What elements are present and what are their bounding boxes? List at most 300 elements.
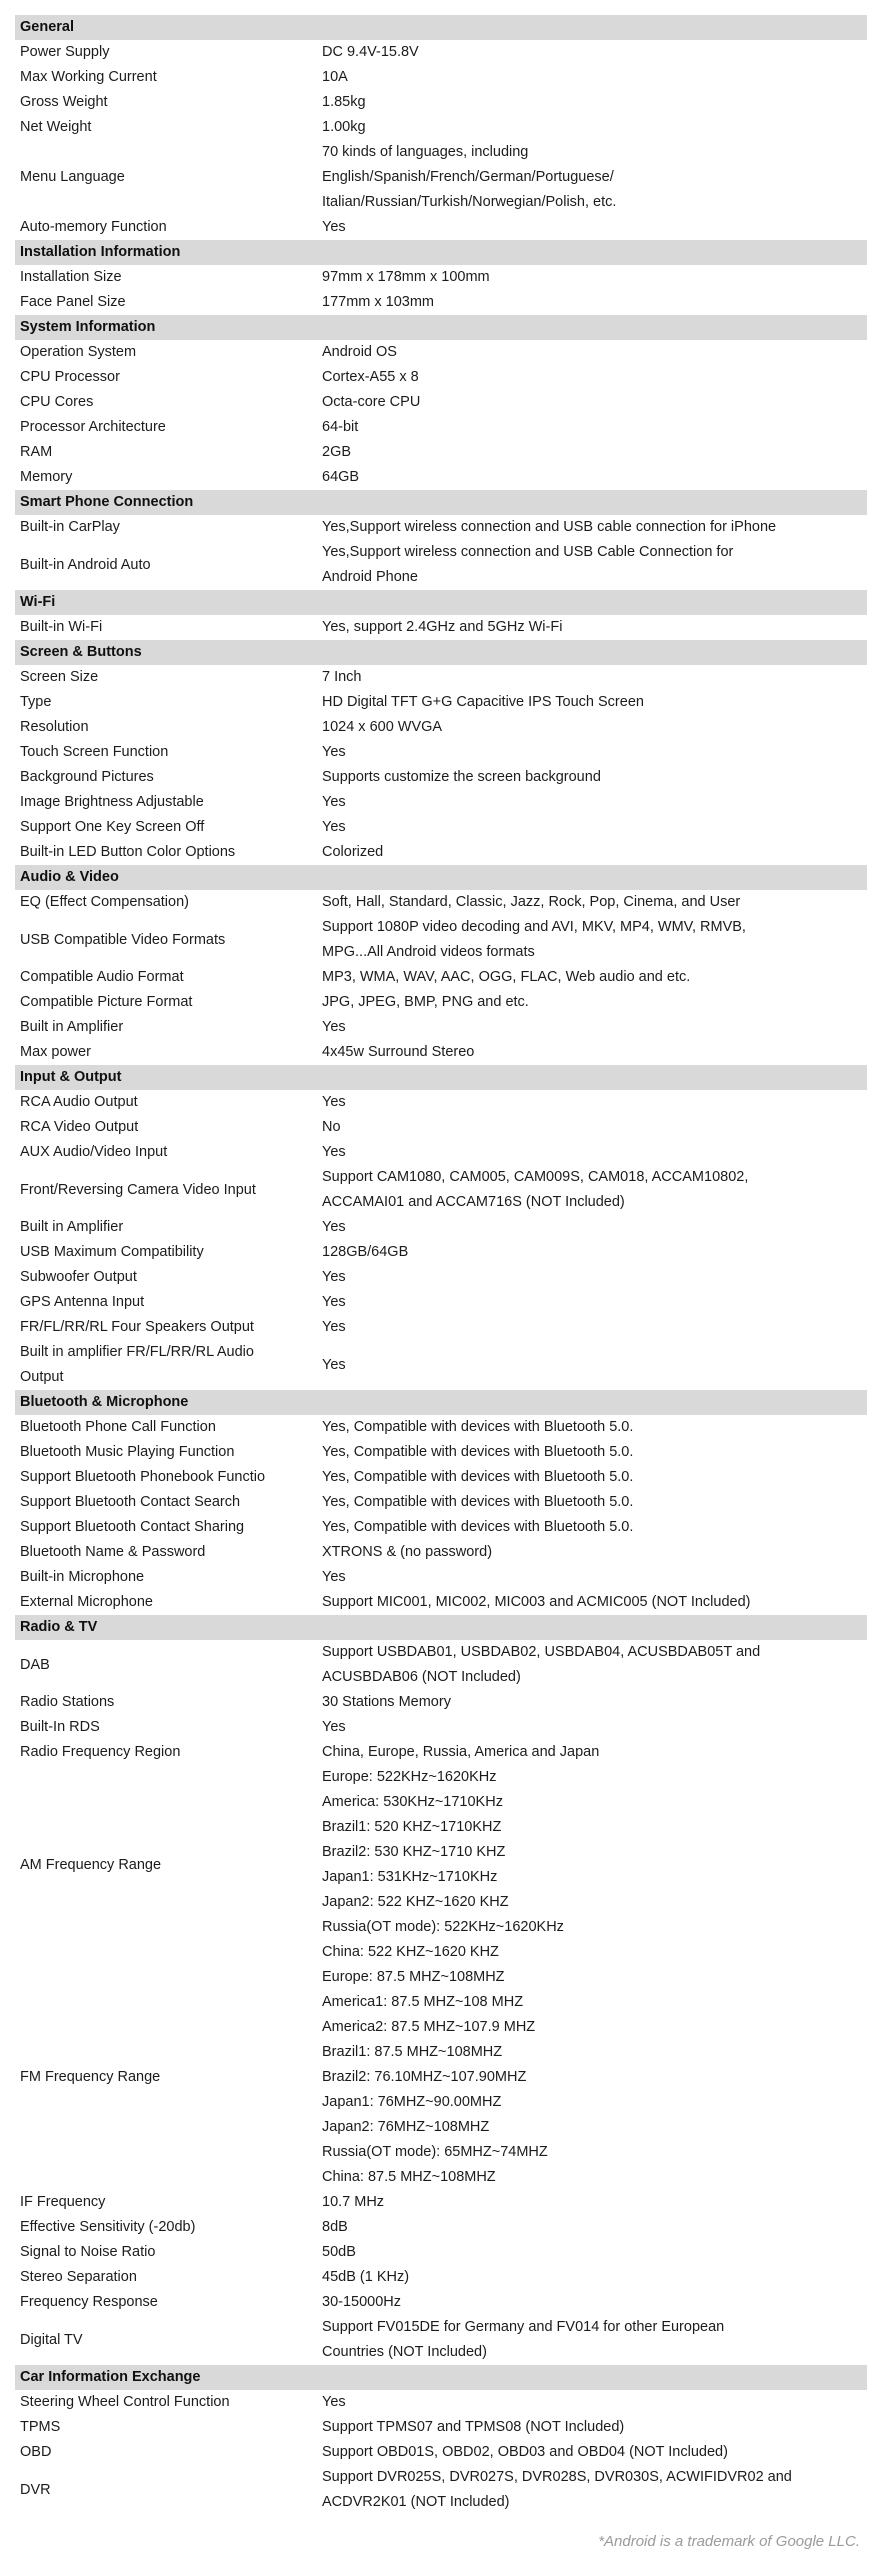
spec-value-line: Japan1: 76MHZ~90.00MHZ [322, 2094, 502, 2110]
spec-label [20, 965, 322, 990]
spec-value-line: China, Europe, Russia, America and Japan [322, 1744, 600, 1760]
spec-label-line: Bluetooth Phone Call Function [20, 1419, 216, 1435]
spec-value-line: Android Phone [322, 569, 418, 585]
spec-label [20, 140, 322, 215]
spec-label-line: Installation Size [20, 269, 122, 285]
spec-value-line: Yes [322, 1356, 346, 1373]
spec-label-line: Built-In RDS [20, 1719, 100, 1735]
spec-label-line: IF Frequency [20, 2194, 106, 2210]
spec-label [20, 765, 322, 790]
spec-value [322, 2240, 874, 2265]
spec-row [20, 465, 874, 490]
spec-value-line: 1.85kg [322, 94, 366, 110]
spec-value [322, 615, 874, 640]
spec-row [20, 2415, 874, 2440]
spec-value-line: Supports customize the screen background [322, 769, 601, 785]
spec-value-line: Yes,Support wireless connection and USB cable connection for iPhone [322, 519, 777, 535]
spec-label [20, 415, 322, 440]
spec-row [20, 1515, 874, 1540]
spec-row [20, 715, 874, 740]
spec-label-line: FM Frequency Range [20, 2069, 161, 2085]
spec-value [322, 440, 874, 465]
spec-value-line: 30 Stations Memory [322, 1694, 451, 1710]
spec-label-line: Digital TV [20, 2331, 83, 2348]
spec-label-line: Compatible Audio Format [20, 969, 184, 985]
spec-value-line: Support TPMS07 and TPMS08 (NOT Included) [322, 2419, 625, 2435]
spec-label [20, 1765, 322, 1965]
spec-value [322, 2390, 874, 2415]
spec-value [322, 965, 874, 990]
spec-label-line: AM Frequency Range [20, 1856, 162, 1873]
spec-value [322, 765, 874, 790]
spec-row [20, 140, 874, 215]
spec-label [20, 515, 322, 540]
section-header: Input & Output [15, 1065, 867, 1090]
spec-value-line: 2GB [322, 444, 352, 460]
spec-row [20, 390, 874, 415]
trademark-note: *Android is a trademark of Google LLC. [598, 2533, 860, 2550]
spec-value [322, 2215, 874, 2240]
spec-row [20, 1690, 874, 1715]
spec-value-line: Yes, Compatible with devices with Bluetooth 5.0. [322, 1469, 634, 1485]
spec-row [20, 1590, 874, 1615]
spec-label-line: Radio Stations [20, 1694, 115, 1710]
spec-value-line: 97mm x 178mm x 100mm [322, 269, 490, 285]
spec-label-line: Output [20, 1369, 64, 1385]
spec-value-line: Yes [322, 1144, 346, 1160]
spec-row [20, 1440, 874, 1465]
spec-label [20, 2215, 322, 2240]
spec-label-line: DAB [20, 1656, 50, 1673]
spec-label-line: Built-in Android Auto [20, 556, 151, 573]
spec-row [20, 1540, 874, 1565]
spec-label [20, 1640, 322, 1690]
spec-label-line: TPMS [20, 2419, 61, 2435]
spec-label-line: Type [20, 694, 52, 710]
spec-value [322, 1215, 874, 1240]
spec-value [322, 2315, 874, 2365]
spec-value [322, 540, 874, 590]
spec-label-line: Support Bluetooth Contact Search [20, 1494, 241, 1510]
spec-label-line: Built-in CarPlay [20, 519, 120, 535]
spec-value [322, 1690, 874, 1715]
section-header: System Information [15, 315, 867, 340]
spec-value [322, 1440, 874, 1465]
spec-value-line: Yes [322, 1269, 346, 1285]
spec-row [20, 1340, 874, 1390]
spec-value-line: HD Digital TFT G+G Capacitive IPS Touch Screen [322, 694, 644, 710]
spec-value-line: 50dB [322, 2244, 356, 2260]
spec-row [20, 265, 874, 290]
spec-value-line: Yes [322, 1319, 346, 1335]
spec-label [20, 615, 322, 640]
spec-label [20, 440, 322, 465]
spec-row [20, 1265, 874, 1290]
spec-label [20, 1740, 322, 1765]
spec-value [322, 1115, 874, 1140]
spec-value-line: Yes,Support wireless connection and USB Cable Connection for [322, 544, 734, 560]
spec-value [322, 990, 874, 1015]
spec-row [20, 890, 874, 915]
spec-value [322, 1015, 874, 1040]
spec-value-line: Support FV015DE for Germany and FV014 for other European [322, 2319, 725, 2335]
spec-value-line: Japan2: 76MHZ~108MHZ [322, 2119, 490, 2135]
spec-label-line: DVR [20, 2481, 51, 2498]
spec-value [322, 1240, 874, 1265]
spec-value [322, 90, 874, 115]
section-header: Screen & Buttons [15, 640, 867, 665]
spec-label [20, 65, 322, 90]
section-header: Wi-Fi [15, 590, 867, 615]
spec-row [20, 1965, 874, 2190]
section-header: General [15, 15, 867, 40]
spec-value-line: 64GB [322, 469, 360, 485]
spec-value-line: XTRONS & (no password) [322, 1544, 493, 1560]
spec-row [20, 2190, 874, 2215]
spec-value [322, 515, 874, 540]
spec-row [20, 665, 874, 690]
spec-label-line: Power Supply [20, 44, 110, 60]
spec-label-line: Built in Amplifier [20, 1219, 124, 1235]
spec-label-line: Face Panel Size [20, 294, 126, 310]
spec-value-line: Brazil1: 520 KHZ~1710KHZ [322, 1819, 502, 1835]
spec-value [322, 1140, 874, 1165]
spec-label [20, 1440, 322, 1465]
spec-label [20, 2190, 322, 2215]
spec-value [322, 1515, 874, 1540]
spec-row [20, 40, 874, 65]
spec-value [322, 1965, 874, 2190]
spec-value [322, 1165, 874, 1215]
spec-value [322, 215, 874, 240]
spec-value [322, 1315, 874, 1340]
spec-label [20, 265, 322, 290]
spec-label [20, 1240, 322, 1265]
spec-row [20, 365, 874, 390]
spec-label-line: Auto-memory Function [20, 219, 167, 235]
spec-label-line: Gross Weight [20, 94, 108, 110]
spec-value [322, 915, 874, 965]
spec-value-line: DC 9.4V-15.8V [322, 44, 419, 60]
spec-value [322, 815, 874, 840]
spec-label [20, 215, 322, 240]
spec-value [322, 465, 874, 490]
spec-label-line: Bluetooth Name & Password [20, 1544, 206, 1560]
spec-label-line: Built-in LED Button Color Options [20, 844, 236, 860]
spec-value-line: Europe: 522KHz~1620KHz [322, 1769, 497, 1785]
spec-label-line: Effective Sensitivity (-20db) [20, 2219, 196, 2235]
spec-label [20, 740, 322, 765]
spec-label [20, 840, 322, 865]
spec-label [20, 390, 322, 415]
spec-row [20, 1015, 874, 1040]
spec-row [20, 2290, 874, 2315]
spec-label [20, 90, 322, 115]
spec-value-line: Yes [322, 744, 346, 760]
spec-value [322, 265, 874, 290]
spec-row [20, 965, 874, 990]
spec-value-line: Yes, Compatible with devices with Bluetooth 5.0. [322, 1444, 634, 1460]
spec-label-line: Front/Reversing Camera Video Input [20, 1181, 256, 1198]
spec-value-line: JPG, JPEG, BMP, PNG and etc. [322, 994, 529, 1010]
spec-label [20, 690, 322, 715]
spec-label [20, 1165, 322, 1215]
spec-row [20, 215, 874, 240]
spec-label [20, 1965, 322, 2190]
spec-value [322, 1340, 874, 1390]
spec-value-line: 30-15000Hz [322, 2294, 401, 2310]
spec-value-line: 1.00kg [322, 119, 366, 135]
spec-row [20, 65, 874, 90]
spec-value-line: Yes [322, 2394, 346, 2410]
spec-row [20, 90, 874, 115]
spec-label [20, 340, 322, 365]
spec-label-line: RCA Audio Output [20, 1094, 138, 1110]
spec-value [322, 1040, 874, 1065]
spec-row [20, 290, 874, 315]
spec-value-line: Japan1: 531KHz~1710KHz [322, 1869, 498, 1885]
spec-row [20, 1715, 874, 1740]
spec-label [20, 465, 322, 490]
spec-value [322, 1590, 874, 1615]
spec-value [322, 2265, 874, 2290]
spec-label [20, 665, 322, 690]
spec-row [20, 1040, 874, 1065]
spec-row [20, 1215, 874, 1240]
spec-value [322, 2465, 874, 2515]
spec-label-line: Built in amplifier FR/FL/RR/RL Audio [20, 1344, 254, 1360]
spec-label-line: FR/FL/RR/RL Four Speakers Output [20, 1319, 254, 1335]
spec-value-line: America2: 87.5 MHZ~107.9 MHZ [322, 2019, 536, 2035]
spec-value-line: America1: 87.5 MHZ~108 MHZ [322, 1994, 524, 2010]
spec-value [322, 740, 874, 765]
spec-row [20, 740, 874, 765]
spec-label-line: Steering Wheel Control Function [20, 2394, 230, 2410]
spec-label-line: Touch Screen Function [20, 744, 169, 760]
spec-label-line: Stereo Separation [20, 2269, 137, 2285]
spec-value [322, 1640, 874, 1690]
spec-value-line: Yes [322, 1219, 346, 1235]
spec-row [20, 2265, 874, 2290]
spec-value [322, 340, 874, 365]
spec-value-line: 4x45w Surround Stereo [322, 1044, 475, 1060]
spec-value [322, 1415, 874, 1440]
spec-label-line: Built-in Microphone [20, 1569, 145, 1585]
spec-label-line: Menu Language [20, 169, 125, 185]
spec-label [20, 2415, 322, 2440]
spec-row [20, 2215, 874, 2240]
spec-label [20, 1265, 322, 1290]
spec-label [20, 790, 322, 815]
spec-value-line: Yes [322, 794, 346, 810]
spec-value [322, 1490, 874, 1515]
spec-value-line: Support 1080P video decoding and AVI, MKV, MP4, WMV, RMVB, [322, 919, 746, 935]
spec-value-line: Support USBDAB01, USBDAB02, USBDAB04, ACUSBDAB05T and [322, 1644, 761, 1660]
spec-value [322, 390, 874, 415]
spec-label-line: Support Bluetooth Contact Sharing [20, 1519, 245, 1535]
spec-value-line: Soft, Hall, Standard, Classic, Jazz, Rock, Pop, Cinema, and User [322, 894, 741, 910]
spec-row [20, 515, 874, 540]
spec-row [20, 440, 874, 465]
spec-row [20, 1115, 874, 1140]
spec-value-line: Yes, Compatible with devices with Bluetooth 5.0. [322, 1519, 634, 1535]
spec-value-line: Yes [322, 1094, 346, 1110]
spec-row [20, 1415, 874, 1440]
spec-row [20, 540, 874, 590]
spec-label [20, 40, 322, 65]
spec-row [20, 1490, 874, 1515]
spec-label [20, 2465, 322, 2515]
spec-row [20, 840, 874, 865]
spec-label-line: Net Weight [20, 119, 92, 135]
spec-row [20, 1465, 874, 1490]
spec-value [322, 2290, 874, 2315]
spec-value [322, 1740, 874, 1765]
spec-label-line: Memory [20, 469, 73, 485]
spec-value-line: America: 530KHz~1710KHz [322, 1794, 503, 1810]
spec-label [20, 1690, 322, 1715]
spec-value-line: 177mm x 103mm [322, 294, 435, 310]
spec-label [20, 1715, 322, 1740]
section-header: Radio & TV [15, 1615, 867, 1640]
spec-row [20, 765, 874, 790]
spec-value-line: Yes [322, 1294, 346, 1310]
spec-value [322, 2440, 874, 2465]
spec-label-line: Support One Key Screen Off [20, 819, 205, 835]
spec-value [322, 290, 874, 315]
spec-value-line: Android OS [322, 344, 397, 360]
section-header: Smart Phone Connection [15, 490, 867, 515]
spec-label [20, 365, 322, 390]
spec-value-line: Yes, Compatible with devices with Bluetooth 5.0. [322, 1419, 634, 1435]
spec-label [20, 2265, 322, 2290]
spec-label-line: Resolution [20, 719, 89, 735]
spec-value [322, 65, 874, 90]
spec-value [322, 115, 874, 140]
spec-label-line: Frequency Response [20, 2294, 158, 2310]
spec-label [20, 1340, 322, 1390]
spec-row [20, 340, 874, 365]
spec-value-line: Russia(OT mode): 65MHZ~74MHZ [322, 2144, 548, 2160]
spec-label-line: Built-in Wi-Fi [20, 619, 103, 635]
spec-value-line: Octa-core CPU [322, 394, 421, 410]
spec-label [20, 2390, 322, 2415]
spec-label [20, 1015, 322, 1040]
spec-label [20, 2315, 322, 2365]
spec-value [322, 1090, 874, 1115]
spec-label-line: Support Bluetooth Phonebook Functio [20, 1469, 266, 1485]
spec-row [20, 690, 874, 715]
spec-label [20, 1590, 322, 1615]
spec-value-line: Yes, support 2.4GHz and 5GHz Wi-Fi [322, 619, 563, 635]
spec-label [20, 1215, 322, 1240]
spec-label [20, 715, 322, 740]
spec-row [20, 1640, 874, 1690]
spec-value-line: No [322, 1119, 341, 1135]
spec-value [322, 1290, 874, 1315]
spec-value-line: Brazil2: 530 KHZ~1710 KHZ [322, 1844, 506, 1860]
spec-value [322, 715, 874, 740]
spec-value [322, 2415, 874, 2440]
spec-value [322, 690, 874, 715]
spec-value-line: Yes [322, 1019, 346, 1035]
spec-table [0, 15, 884, 2515]
spec-value [322, 1565, 874, 1590]
spec-value-line: Support DVR025S, DVR027S, DVR028S, DVR030S, ACWIFIDVR02 and [322, 2469, 792, 2485]
spec-label [20, 1040, 322, 1065]
spec-label-line: Operation System [20, 344, 137, 360]
spec-label-line: Built in Amplifier [20, 1019, 124, 1035]
spec-row [20, 1165, 874, 1215]
spec-label-line: Max Working Current [20, 69, 157, 85]
spec-row [20, 1290, 874, 1315]
spec-label [20, 815, 322, 840]
spec-row [20, 615, 874, 640]
spec-value-line: Europe: 87.5 MHZ~108MHZ [322, 1969, 505, 1985]
spec-label-line: Radio Frequency Region [20, 1744, 181, 1760]
spec-label [20, 1490, 322, 1515]
spec-value-line: Brazil1: 87.5 MHZ~108MHZ [322, 2044, 503, 2060]
spec-value-line: ACDVR2K01 (NOT Included) [322, 2494, 510, 2510]
spec-row [20, 1090, 874, 1115]
spec-label-line: EQ (Effect Compensation) [20, 894, 189, 910]
spec-value-line: Russia(OT mode): 522KHz~1620KHz [322, 1919, 564, 1935]
spec-value-line: Yes [322, 1569, 346, 1585]
spec-value [322, 1265, 874, 1290]
spec-row [20, 915, 874, 965]
spec-value-line: 128GB/64GB [322, 1244, 409, 1260]
spec-value-line: 70 kinds of languages, including [322, 144, 529, 160]
spec-value-line: Support CAM1080, CAM005, CAM009S, CAM018, ACCAM10802, [322, 1169, 749, 1185]
spec-value [322, 790, 874, 815]
spec-value [322, 665, 874, 690]
spec-label-line: AUX Audio/Video Input [20, 1144, 168, 1160]
section-header: Car Information Exchange [15, 2365, 867, 2390]
section-header: Bluetooth & Microphone [15, 1390, 867, 1415]
spec-label [20, 290, 322, 315]
spec-label-line: GPS Antenna Input [20, 1294, 145, 1310]
spec-value-line: Italian/Russian/Turkish/Norwegian/Polish, etc. [322, 194, 617, 210]
spec-row [20, 1140, 874, 1165]
spec-label [20, 1515, 322, 1540]
spec-label [20, 2290, 322, 2315]
spec-value [322, 1465, 874, 1490]
spec-value [322, 1715, 874, 1740]
spec-row [20, 2465, 874, 2515]
spec-row [20, 2315, 874, 2365]
spec-label [20, 1090, 322, 1115]
spec-label-line: Image Brightness Adjustable [20, 794, 204, 810]
spec-row [20, 115, 874, 140]
spec-value-line: Japan2: 522 KHZ~1620 KHZ [322, 1894, 509, 1910]
spec-value-line: Yes [322, 219, 346, 235]
spec-label-line: USB Maximum Compatibility [20, 1244, 204, 1260]
spec-value-line: China: 522 KHZ~1620 KHZ [322, 1944, 499, 1960]
spec-value-line: 10A [322, 69, 348, 85]
spec-value-line: Cortex-A55 x 8 [322, 369, 419, 385]
spec-value-line: Colorized [322, 844, 384, 860]
spec-label [20, 1140, 322, 1165]
spec-value-line: Brazil2: 76.10MHZ~107.90MHZ [322, 2069, 527, 2085]
spec-label [20, 1115, 322, 1140]
spec-value [322, 140, 874, 215]
spec-value-line: English/Spanish/French/German/Portuguese/ [322, 169, 614, 185]
spec-label-line: Processor Architecture [20, 419, 166, 435]
spec-label-line: Signal to Noise Ratio [20, 2244, 156, 2260]
section-header: Installation Information [15, 240, 867, 265]
spec-value-line: Support MIC001, MIC002, MIC003 and ACMIC005 (NOT Included) [322, 1594, 751, 1610]
spec-label [20, 915, 322, 965]
